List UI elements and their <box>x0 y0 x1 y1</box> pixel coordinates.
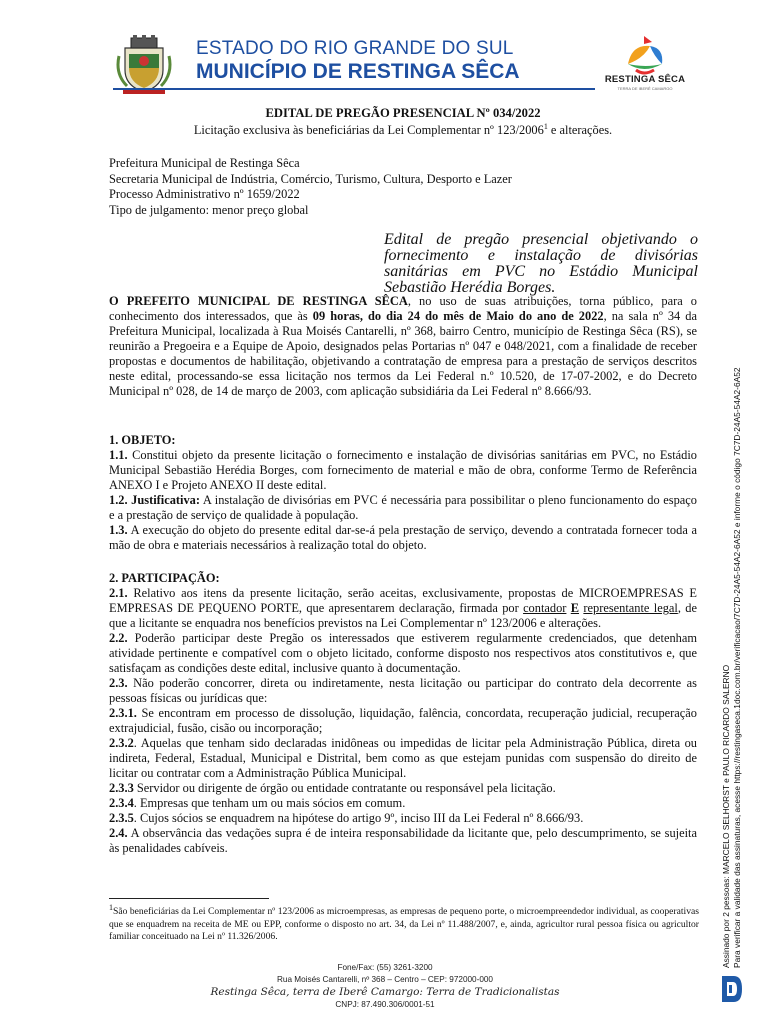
section-participacao <box>109 571 697 856</box>
clause-text: Não poderão concorrer, direta ou indiretamente, nesta licitação ou participar do contrato dela decorrente as pessoas físicas ou jurídicas que: <box>109 676 697 705</box>
clause-text: Se encontram em processo de dissolução, liquidação, falência, concordata, recuperação judicial, recuperação extrajudicial, fusão, cisão ou incorporação; <box>109 706 697 735</box>
clause-number: 2.2. <box>109 631 128 645</box>
intro-lead: O PREFEITO MUNICIPAL DE RESTINGA SÊCA <box>109 294 408 308</box>
intro-date: 09 horas, do dia 24 do mês de Maio do ano de 2022 <box>312 309 604 323</box>
header-state: ESTADO DO RIO GRANDE DO SUL <box>196 38 514 59</box>
footer-address: Rua Moisés Cantarelli, nº 368 – Centro – CEP: 972000-000 <box>277 974 493 984</box>
clause <box>109 736 697 781</box>
clause-text: , de que a licitante se enquadra nos benefícios previstos na Lei Complementar nº 123/2006 e alterações. <box>109 601 697 630</box>
clause-text: Poderão participar deste Pregão os interessados que estiverem regularmente credenciados, que detenham atividade pertinente e compatível com o objeto licitado, conforme disposto nos respectivos atos constitutivos e, que satisfaçam as condições deste edital, inclusive quanto à documentação. <box>109 631 697 675</box>
clause <box>109 706 697 736</box>
clause-text: . Aquelas que tenham sido declaradas inidôneas ou impedidas de licitar pela Administração Pública, direta ou indireta, Federal, Estadual, Municipal e Distrital, bem como as que estejam punidas com suspensão do direito de licitar ou contratar com a Administração Pública Municipal. <box>109 736 697 780</box>
intro-part2: , na sala nº 34 da Prefeitura Municipal, localizada à Rua Moisés Cantarelli, nº 368, bairro Centro, município de Restinga Sêca (RS), se reunirão a Pregoeira e a Equipe de Apoio, designados pelas Portarias nº 047 e 048/2021, com a finalidade de receber propostas e documentos de habilitação, objetivando a contratação de empresa para a prestação de serviços descritos neste edital, processando-se essa licitação nos termos da Lei Federal n.º 10.520, de 17-07-2002, e do Decreto Municipal nº 028, de 14 de março de 2003, com aplicação subsidiária da Lei Federal nº 8.666/93. <box>109 309 697 398</box>
brand-tagline: TERRA DE IBERÊ CAMARGO <box>617 86 673 91</box>
clause <box>109 631 697 676</box>
1doc-logo-icon <box>718 974 744 1004</box>
brand-name: RESTINGA SÊCA <box>604 74 686 85</box>
meta-line: Prefeitura Municipal de Restinga Sêca <box>109 156 300 170</box>
municipal-crest-icon <box>113 34 175 96</box>
clause-number: 2.3.5 <box>109 811 134 825</box>
subtitle-tail: e alterações. <box>547 123 613 137</box>
clause-number: 1.2. <box>109 493 128 507</box>
clause-text: Servidor ou dirigente de órgão ou entidade contratante ou responsável pela licitação. <box>133 781 556 795</box>
clause-text: Relativo aos itens da presente licitação, serão aceitas, exclusivamente, propostas de MICROEMPRESAS E EMPRESAS DE PEQUENO PORTE, que apresentarem declaração, firmada por <box>109 586 697 615</box>
clause-number: 2.3. <box>109 676 128 690</box>
clause-number: 2.4. <box>109 826 128 840</box>
clause-text: A observância das vedações supra é de inteira responsabilidade da licitante que, pelo descumprimento, se sujeita às penalidades cabíveis. <box>109 826 697 855</box>
clause-text: . Cujos sócios se enquadrem na hipótese do artigo 9º, inciso III da Lei Federal nº 8.666/93. <box>133 811 584 825</box>
underlined-term: contador <box>523 601 567 615</box>
footer-phone: Fone/Fax: (55) 3261-3200 <box>337 963 433 972</box>
clause <box>109 826 697 856</box>
clause-number: 2.3.3 <box>109 781 134 795</box>
clause-number: 2.1. <box>109 586 128 600</box>
verification-line: Para verificar a validade das assinaturas, acesse https://restingaseca.1doc.com.br/verificacao/7C7D-24A5-54A2-6A52 e informe o código 7C7D-24A5-54A2-6A52 <box>731 367 742 968</box>
clause <box>109 796 697 811</box>
clause-number: 1.3. <box>109 523 128 537</box>
clause <box>109 523 697 553</box>
meta-line: Processo Administrativo nº 1659/2022 <box>109 187 300 201</box>
process-info <box>109 156 697 218</box>
footnote-ref: 1 <box>543 121 548 131</box>
clause-text: A execução do objeto do presente edital dar-se-á pela prestação de serviço, devendo a contratada fornecer toda a mão de obra e materiais necessários à realização total do objeto. <box>109 523 697 552</box>
section-heading <box>109 433 697 448</box>
clause <box>109 781 697 796</box>
clause <box>109 448 697 493</box>
clause <box>109 676 697 706</box>
signature-verification-note <box>721 308 742 968</box>
section-objeto <box>109 433 697 553</box>
section-heading <box>109 571 697 586</box>
edital-summary: Edital de pregão presencial objetivando o fornecimento e instalação de divisórias sanitárias em PVC no Estádio Municipal Sebastião Herédia Borges. <box>384 231 698 296</box>
clause <box>109 493 697 523</box>
signers-line: Assinado por 2 pessoas: MARCELO SELHORST e PAULO RICARDO SALERNO <box>721 664 731 968</box>
footnote-mark: 1 <box>109 902 113 912</box>
meta-line: Secretaria Municipal de Indústria, Comércio, Turismo, Cultura, Desporto e Lazer <box>109 171 512 186</box>
page-footer <box>200 962 570 1011</box>
edital-title: EDITAL DE PREGÃO PRESENCIAL Nº 034/2022 <box>265 106 541 120</box>
footer-motto: Restinga Sêca, terra de Iberê Camargo: Terra de Tradicionalistas <box>210 986 560 998</box>
clause-number: 2.3.2 <box>109 736 134 750</box>
subtitle-text: Licitação exclusiva às beneficiárias da Lei Complementar nº 123/2006 <box>193 123 544 137</box>
clause <box>109 586 697 631</box>
section-heading-text: 1. OBJETO: <box>109 433 176 447</box>
edital-subtitle <box>109 123 697 138</box>
clause <box>109 811 697 826</box>
intro-part1: , no uso de suas atribuições, torna público, para o conhecimento dos interessados, que às <box>109 294 697 323</box>
bold-conjunction: E <box>570 601 580 615</box>
footer-cnpj: CNPJ: 87.490.306/0001-51 <box>335 1000 435 1009</box>
clause-text: . Empresas que tenham um ou mais sócios em comum. <box>133 796 406 810</box>
clause-number: 1.1. <box>109 448 128 462</box>
clause-text: A instalação de divisórias em PVC é necessária para possibilitar o pleno funcionamento do espaço e a prestação de serviço de qualidade à população. <box>109 493 697 522</box>
footnote-divider <box>109 898 269 899</box>
clause-label: Justificativa: <box>127 493 201 507</box>
underlined-term: representante legal <box>583 601 678 615</box>
meta-line: Tipo de julgamento: menor preço global <box>109 202 309 217</box>
clause-text: Constitui objeto da presente licitação o fornecimento e instalação de divisórias sanitárias em PVC, no Estádio Municipal Sebastião Herédia Borges, com fornecimento de material e mão de obra, conforme Termo de Referência ANEXO I e Projeto ANEXO II deste edital. <box>109 448 697 492</box>
restinga-seca-brand-logo-icon <box>598 30 690 102</box>
clause-number: 2.3.1. <box>109 706 137 720</box>
section-heading-text: 2. PARTICIPAÇÃO: <box>109 571 220 585</box>
header-municipality: MUNICÍPIO DE RESTINGA SÊCA <box>196 60 520 83</box>
footnote <box>109 902 699 944</box>
footnote-text: São beneficiárias da Lei Complementar nº 123/2006 as microempresas, as empresas de pequeno porte, o microempreendedor individual, as cooperativas que se enquadrem na receita de ME ou EPP, conforme o disposto no art. 34, da Lei nº 11.488/2007, e, ainda, agricultor rural pessoa física ou agricultor familiar conceituado na Lei nº 11.326/2006. <box>109 906 699 942</box>
header-divider <box>113 88 595 90</box>
intro-paragraph <box>109 294 697 399</box>
clause-number: 2.3.4 <box>109 796 134 810</box>
